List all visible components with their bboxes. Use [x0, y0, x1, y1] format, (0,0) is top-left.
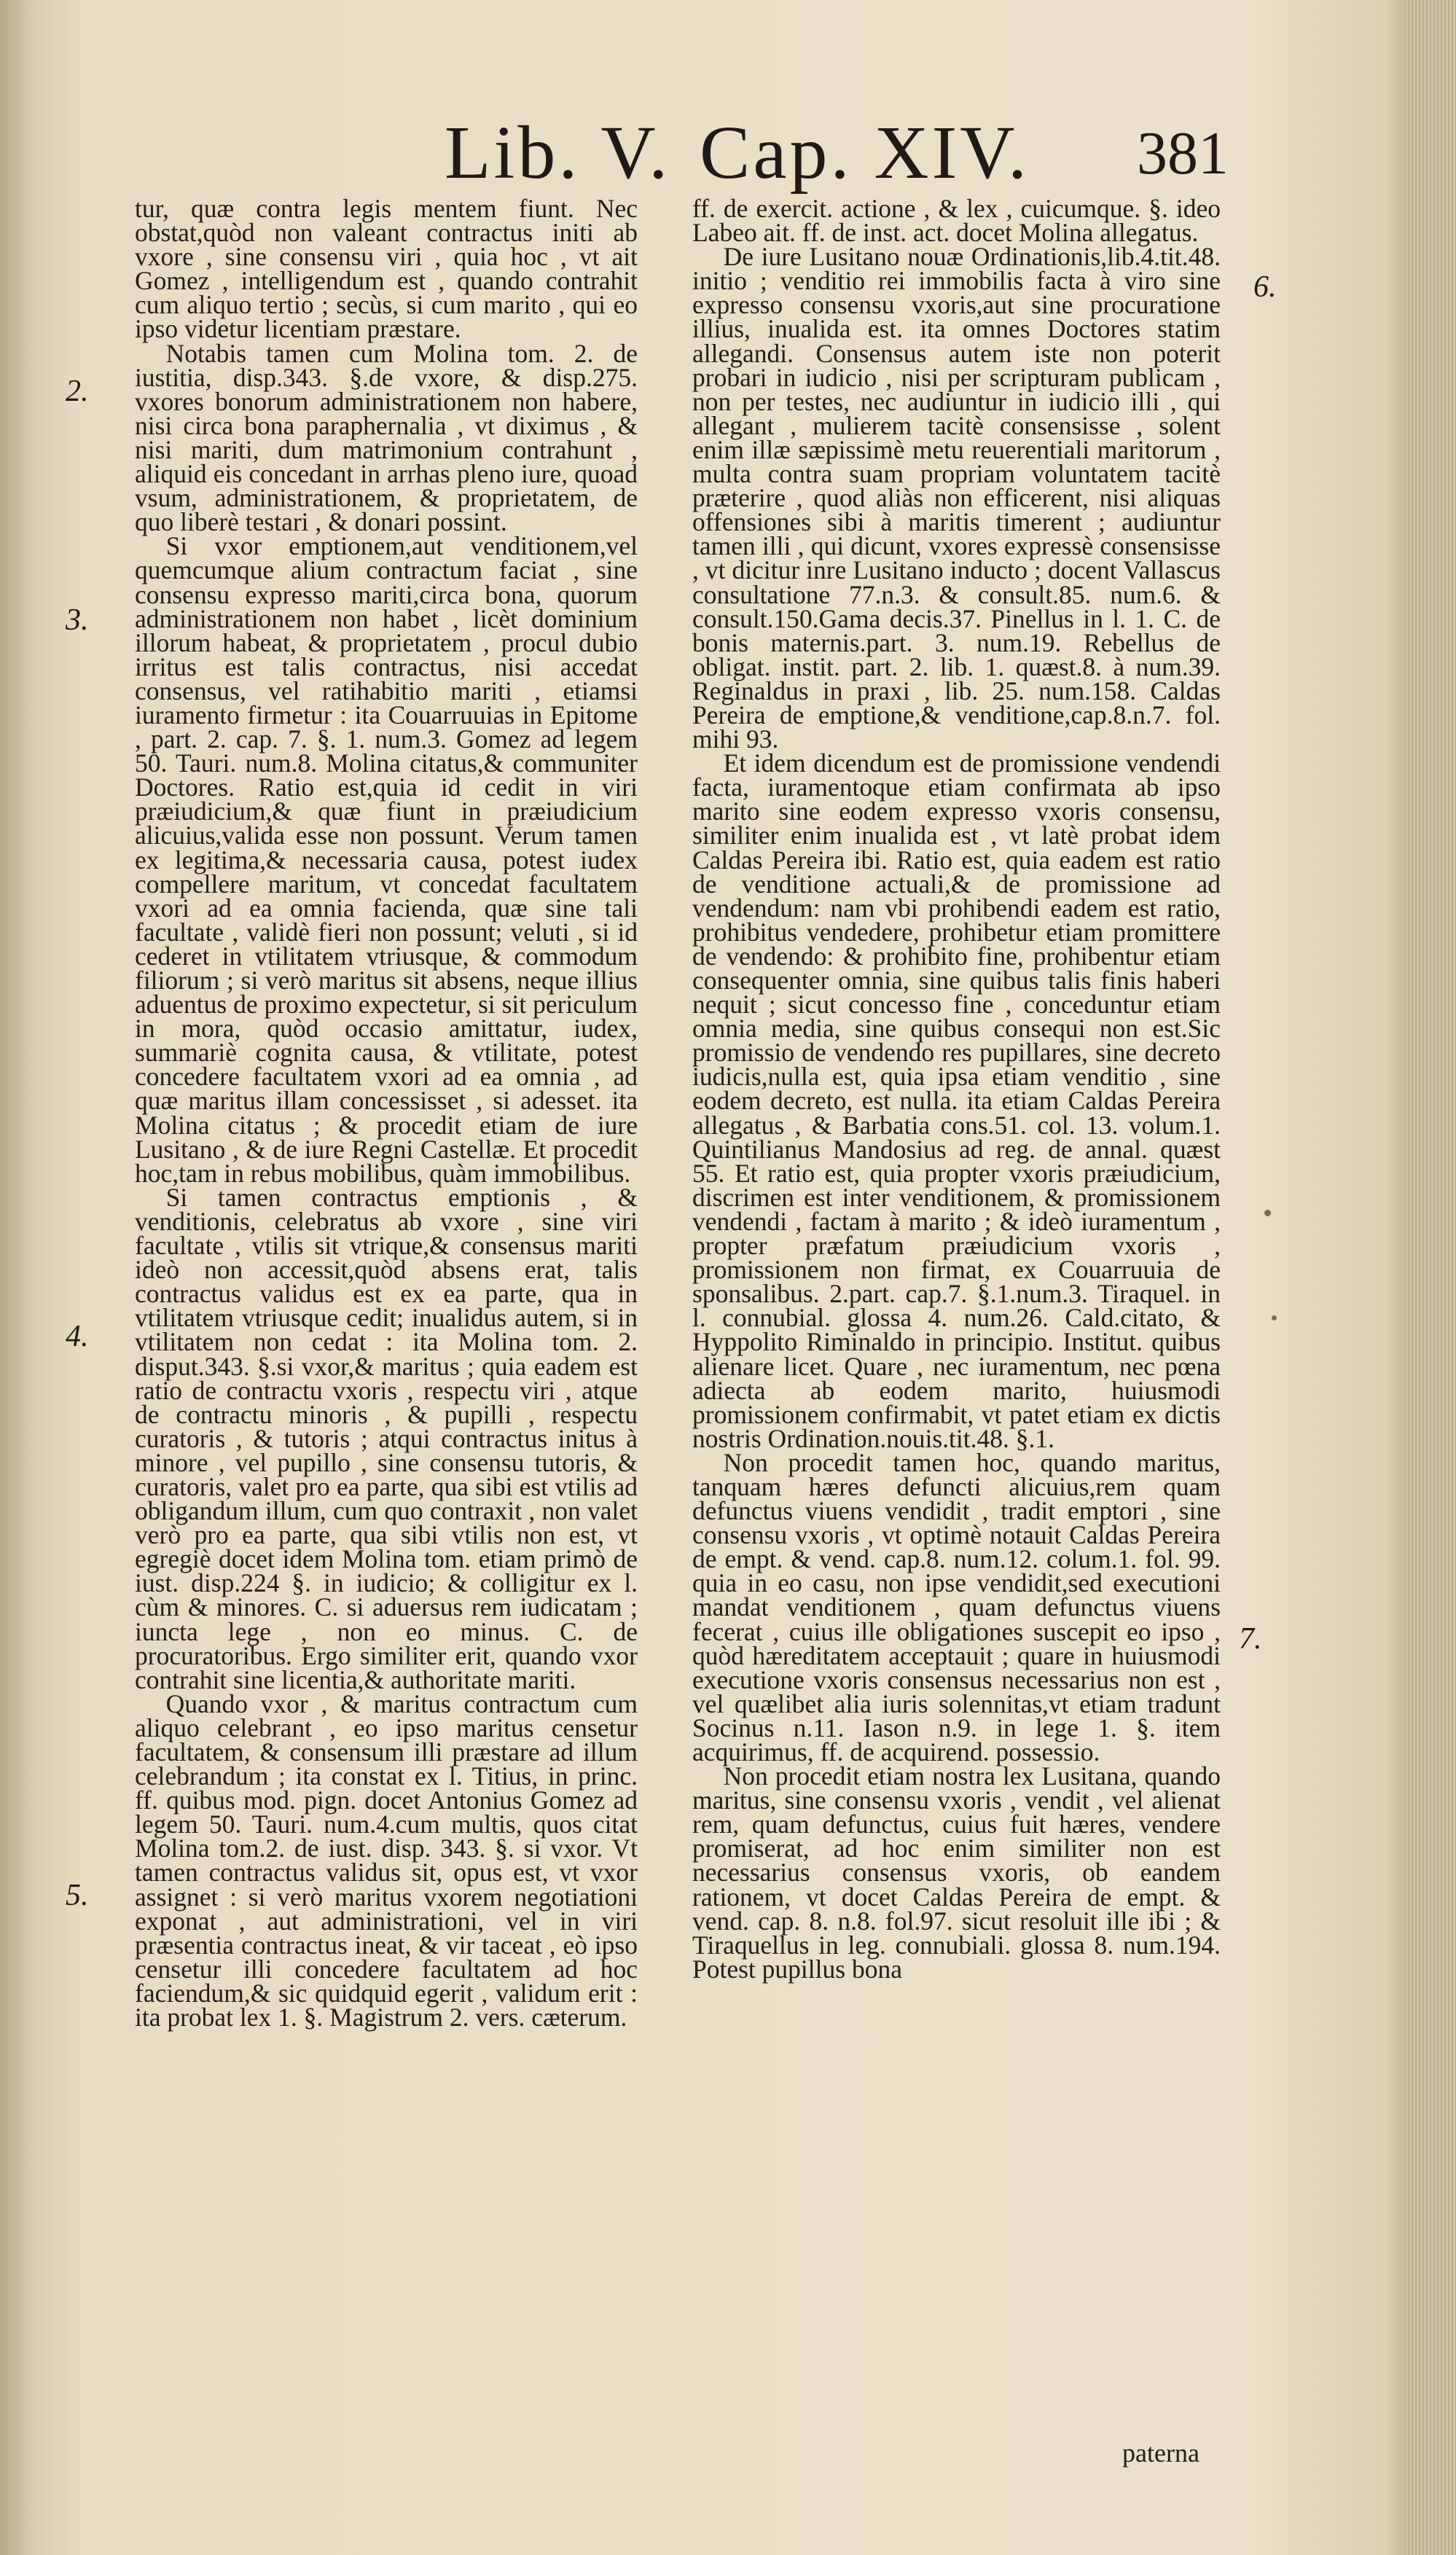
- paragraph: Quando vxor , & maritus contractum cum aliquo celebrant , eo ipso maritus censetur facultatem, & consensum illi præstare ad illum celebrandum ; ita constat ex l. Titius, in princ. ff. quibus mod. pign. docet Antonius Gomez ad legem 50. Tauri. num.4.cum multis, quos citat Molina tom.2. de iust. disp. 343. §. si vxor. Vt tamen contractus validus sit, opus est, vt vxor assignet : si verò maritus vxorem negotiationi exponat , aut administrationi, vel in viri præsentia contractus ineat, & vir taceat , eò ipso censetur illi concedere facultatem ad hoc faciendum,& sic quidquid egerit , validum erit : ita probat lex 1. §. Magistrum 2. vers. cæterum.: [135, 1689, 638, 2032]
- margin-number-5: 5.: [66, 1879, 89, 1912]
- text-column-right: [692, 197, 1221, 2434]
- margin-number-7: 7.: [1239, 1622, 1262, 1656]
- chapter-number: Cap. XIV.: [700, 111, 1030, 195]
- margin-number-6: 6.: [1253, 270, 1277, 304]
- paragraph: ff. de exercit. actione , & lex , cuicumque. §. ideo Labeo ait. ff. de inst. act. docet Molina allegatus.: [692, 197, 1221, 248]
- paragraph: tur, quæ contra legis mentem fiunt. Nec obstat,quòd non valeant contractus initi ab vxore , sine consensu viri , quia hoc , vt ait Gomez , intelligendum est , quando contrahit cum aliquo tertio ; secùs, si cum marito , qui eo ipso videtur licentiam præstare.: [135, 197, 638, 344]
- ink-fleck: [1272, 1315, 1277, 1320]
- page-edges: [1406, 0, 1456, 2555]
- catchword: paterna: [1122, 2438, 1199, 2468]
- paragraph: Notabis tamen cum Molina tom. 2. de iustitia, disp.343. §.de vxore, & disp.275. vxores bonorum administrationem non habere, nisi circa bona paraphernalia , vt diximus , & nisi mariti, dum matrimonium contrahunt , aliquid eis concedant in arrhas pleno iure, quoad vsum, administrationem, & proprietatem, de quo liberè testari , & donari possint.: [135, 338, 638, 537]
- text-column-left: [135, 197, 638, 2303]
- page-number: 381: [1137, 120, 1229, 187]
- paragraph: Et idem dicendum est de promissione vendendi facta, iuramentoque etiam confirmata ab ipso marito sine eodem expresso vxoris consensu, similiter enim inualida est , vt latè probat idem Caldas Pereira ibi. Ratio est, quia eadem est ratio de venditione actuali,& de promissione ad vendendum: nam vbi prohibendi eadem est ratio, prohibitus vendedere, prohibetur etiam promittere de vendendo: & prohibito fine, prohibentur etiam consequenter omnia, sine quibus talis finis haberi nequit ; sicut concesso fine , conceduntur etiam omnia media, sine quibus consequi non est.Sic promissio de vendendo res pupillares, sine decreto iudicis,nulla est, quia ipsa etiam venditio , sine eodem decreto, est nulla. ita etiam Caldas Pereira allegatus , & Barbatia cons.51. col. 13. volum.1. Quintilianus Mandosius ad reg. de annal. quæst 55. Et ratio est, quia propter vxoris præiudicium, discrimen est inter venditionem, & promissionem vendendi , factam à marito ; & ideò iuramentum , propter præfatum præiudicium vxoris , promissionem non firmat, ex Couarruuia de sponsalibus. 2.part. cap.7. §.1.num.3. Tiraquel. in l. connubial. glossa 4. num.26. Cald.citato, & Hyppolito Riminaldo in principio. Institut. quibus alienare licet. Quare , nec iuramentum, nec pœna adiecta ab eodem marito, huiusmodi promissionem confirmabit, vt patet etiam ex dictis nostris Ordination.nouis.tit.48. §.1.: [692, 748, 1221, 1453]
- margin-number-2: 2.: [66, 375, 89, 408]
- paragraph: Non procedit tamen hoc, quando maritus, tanquam hæres defuncti alicuius,rem quam defunctus viuens vendidit , tradit emptori , sine consensu vxoris , vt optimè notauit Caldas Pereira de empt. & vend. cap.8. num.12. colum.1. fol. 99. quia in eo casu, non ipse vendidit,sed executioni mandat venditionem , quam defunctus viuens fecerat , cuius ille obligationes suscepit eo ipso , quòd hæreditatem acceptauit ; quare in huiusmodi executione vxoris consensus necessarius non est , vel quælibet alia iuris solennitas,vt etiam tradunt Socinus n.11. Iason n.9. in lege 1. §. item acquirimus, ff. de acquirend. possessio.: [692, 1447, 1221, 1766]
- margin-number-4: 4.: [66, 1320, 89, 1353]
- margin-number-3: 3.: [66, 603, 89, 637]
- paragraph: Si vxor emptionem,aut venditionem,vel quemcumque alium contractum faciat , sine consensu expresso mariti,circa bona, quorum administrationem non habet , licèt dominium illorum habeat, & proprietatem , procul dubio irritus est talis contractus, nisi accedat consensus, vel ratihabitio mariti , etiamsi iuramento firmetur : ita Couarruuias in Epitome , part. 2. cap. 7. §. 1. num.3. Gomez ad legem 50. Tauri. num.8. Molina citatus,& communiter Doctores. Ratio est,quia id cedit in viri præiudicium,& quæ fiunt in præiudicium alicuius,valida esse non possunt. Verum tamen ex legitima,& necessaria causa, potest iudex compellere maritum, vt concedat facultatem vxori ad ea omnia facienda, quæ sine tali facultate , validè fieri non possunt; veluti , si id cederet in vtilitatem vtriusque, & commodum filiorum ; si verò maritus sit absens, neque illius aduentus de proximo expectetur, si sit periculum in mora, quòd occasio amittatur, iudex, summariè cognita causa, & vtilitate, potest concedere facultatem vxori ad ea omnia , ad quæ maritus illam concessisset , si adesset. ita Molina citatus ; & procedit etiam de iure Lusitano , & de iure Regni Castellæ. Et procedit hoc,tam in rebus mobilibus, quàm immobilibus.: [135, 531, 638, 1188]
- paragraph: Non procedit etiam nostra lex Lusitana, quando maritus, sine consensu vxoris , vendit , vel alienat rem, quam defunctus, cuius fuit hæres, vendere promiserat, ad hoc enim similiter non est necessarius consensus vxoris, ob eandem rationem, vt docet Caldas Pereira de empt. & vend. cap. 8. n.8. fol.97. sicut resoluit ille ibi ; & Tiraquellus in leg. connubiali. glossa 8. num.194. Potest pupillus bona: [692, 1761, 1221, 1984]
- book-number: Lib. V.: [445, 111, 671, 195]
- paragraph: De iure Lusitano nouæ Ordinationis,lib.4.tit.48. initio ; venditio rei immobilis facta à viro sine expresso consensu vxoris,aut sine procuratione illius, inualida est. ita omnes Doctores statim allegandi. Consensus autem iste non poterit probari in iudicio , nisi per scripturam publicam , non per testes, nec audiuntur in iudicio illi , qui allegant , mulierem tacitè consensisse , solent enim illæ sæpissimè metu reuerentiali maritorum , multa contra suam propriam voluntatem tacitè præterire , quod aliàs non efficerent, nisi aliquas offensiones sibi à maritis timerent ; audiuntur tamen illi , qui dicunt, vxores expressè consensisse , vt dicitur inre Lusitano inducto ; docent Vallascus consultatione 77.n.3. & consult.85. num.6. & consult.150.Gama decis.37. Pinellus in l. 1. C. de bonis maternis.part. 3. num.19. Rebellus de obligat. instit. part. 2. lib. 1. quæst.8. à num.39. Reginaldus in praxi , lib. 25. num.158. Caldas Pereira de emptione,& venditione,cap.8.n.7. fol. mihi 93.: [692, 242, 1221, 754]
- paragraph: Si tamen contractus emptionis , & venditionis, celebratus ab vxore , sine viri facultate , vtilis sit vtrique,& consensus mariti ideò non accessit,quòd absens erat, talis contractus validus est ex ea parte, qua in vtilitatem vtriusque cedit; inualidus autem, si in vtilitatem non cedat : ita Molina tom. 2. disput.343. §.si vxor,& maritus ; quia eadem est ratio de contractu vxoris , respectu viri , atque de contractu minoris , & pupilli , respectu curatoris , & tutoris ; atqui contractus initus à minore , vel pupillo , sine consensu tutoris, & curatoris, valet pro ea parte, qua sibi est vtilis ad obligandum illum, cum quo contraxit , non valet verò pro ea parte, qua sibi vtilis non est, vt egregiè docet idem Molina tom. etiam primò de iust. disp.224 §. in iudicio; & colligitur ex l. cùm & minores. C. si aduersus rem iudicatam ; iuncta lege , non eo minus. C. de procuratoribus. Ergo similiter erit, quando vxor contrahit sine licentia,& authoritate mariti.: [135, 1182, 638, 1694]
- running-head: [131, 109, 1268, 211]
- ink-fleck: [1264, 1210, 1271, 1216]
